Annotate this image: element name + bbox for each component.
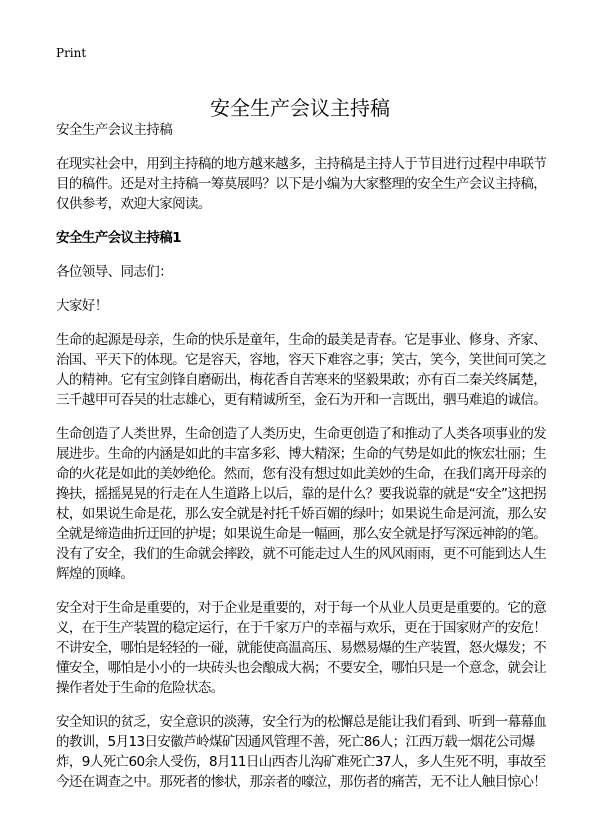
salutation-line: 大家好！ bbox=[56, 298, 108, 314]
greeting-line: 各位领导、同志们： bbox=[56, 264, 173, 280]
document-subtitle: 安全生产会议主持稿 bbox=[56, 122, 173, 138]
intro-paragraph: 在现实社会中，用到主持稿的地方越来越多，主持稿是主持人于节目进行过程中串联节目的稿件。还是对主持稿一筹莫展吗？以下是小编为大家整理的安全生产会议主持稿，仅供参考，欢迎大家阅读。 bbox=[56, 156, 547, 212]
print-link[interactable]: Print bbox=[56, 46, 87, 60]
document-title: 安全生产会议主持稿 bbox=[210, 96, 390, 121]
body-paragraph-1: 生命的起源是母亲，生命的快乐是童年，生命的最美是青春。它是事业、修身、齐家、治国、平天下的体现。它是容天，容地，容天下难容之事；笑古，笑今，笑世间可笑之人的精神。它有宝剑锋自磨砺出，梅花香自苦寒来的坚毅果敢；亦有百二秦关终属楚，三千越甲可吞吴的壮志雄心，更有精诚所至，金石为开和一言既出，驷马难追的诚信。 bbox=[56, 332, 547, 408]
document-body bbox=[56, 120, 552, 806]
body-paragraph-4: 安全知识的贫乏，安全意识的淡薄，安全行为的松懈总是能让我们看到、听到一幕幕血的教训，5月13日安徽芦岭煤矿因通风管理不善，死亡86人；江西万载一烟花公司爆炸，9人死亡60余人受伤，8月11日山西杏儿沟矿难死亡37人，多人生死不明，事故至今还在调查之中。那死者的惨状，那亲者的嚎泣，那伤者的痛苦，无不让人触目惊心！ bbox=[56, 714, 547, 790]
section-heading: 安全生产会议主持稿1 bbox=[56, 230, 181, 246]
body-paragraph-3: 安全对于生命是重要的，对于企业是重要的，对于每一个从业人员更是重要的。它的意义，在于生产装置的稳定运行，在于千家万户的幸福与欢乐，更在于国家财产的安危！不讲安全，哪怕是轻轻的一碰，就能使高温高压、易燃易爆的生产装置，怒火爆发；不懂安全，哪怕是小小的一块砖头也会酿成大祸；不要安全，哪怕只是一个意念，就会让操作者处于生命的危险状态。 bbox=[56, 600, 547, 696]
body-paragraph-2: 生命创造了人类世界，生命创造了人类历史，生命更创造了和推动了人类各项事业的发展进步。生命的内涵是如此的丰富多彩、博大精深；生命的气势是如此的恢宏壮丽；生命的火花是如此的美妙绝伦。然而，您有没有想过如此美妙的生命，在我们离开母亲的搀扶，摇摇晃晃的行走在人生道路上以后，靠的是什么？要我说靠的就是“安全”这把拐杖，如果说生命是花，那么安全就是衬托千娇百媚的绿叶；如果说生命是河流，那么安全就是缔造曲折迂回的护堤；如果说生命是一幅画，那么安全就是抒写深远神韵的笔。没有了安全，我们的生命就会摔跤，就不可能走过人生的风风雨雨，更不可能到达人生辉煌的顶峰。 bbox=[56, 426, 547, 582]
